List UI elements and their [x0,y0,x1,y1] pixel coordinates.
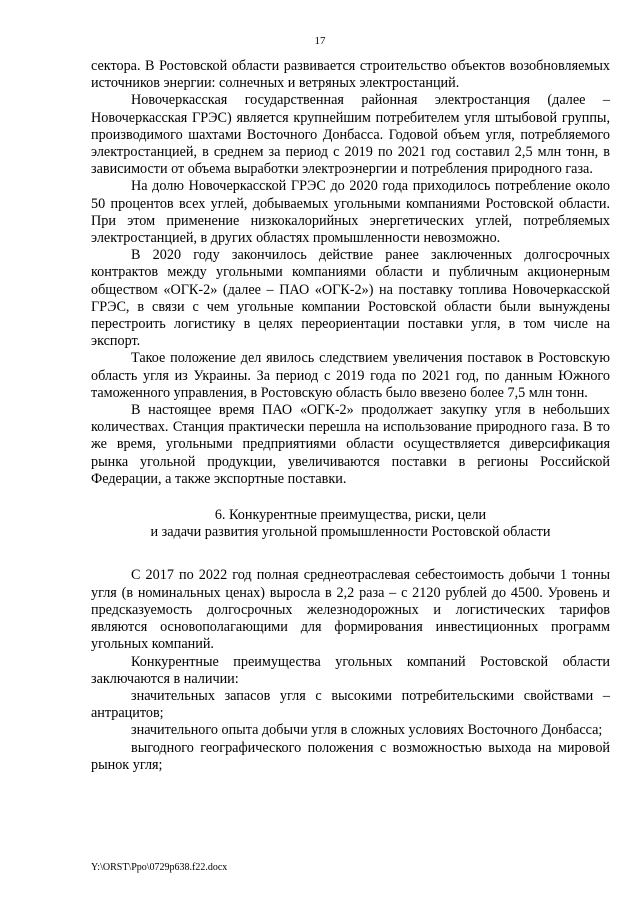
list-item: выгодного географического положения с возможностью выхода на мировой рынок угля; [91,739,610,773]
paragraph: В настоящее время ПАО «ОГК-2» продолжает закупку угля в небольших количествах. Станция практически перешла на использование природного газа. В то же время, угольными предприятиями области осуществляется диверсификация рынка угольной продукции, увеличиваются поставки в регионы Российской Федерации, а также экспортные поставки. [91,402,610,487]
page-number: 17 [314,35,326,47]
section-heading-line: 6. Конкурентные преимущества, риски, цели [214,507,487,524]
list-item: значительных запасов угля с высокими потребительскими свойствами – антрацитов; [91,687,610,722]
footer-file-path: Y:\ORST\Ppo\0729p638.f22.docx [91,862,228,873]
paragraph: Новочеркасская государственная районная электростанция (далее – Новочеркасская ГРЭС) является крупнейшим потребителем угля штыбовой группы, производимого шахтами Восточного Донбасса. Годовой объем угля, потребляемого электростанцией, в среднем за период с 2019 по 2021 год составил 2,5 млн тонн, в зависимости от объема выработки электроэнергии и потребления природного газа. [91,92,610,178]
paragraph: С 2017 по 2022 год полная среднеотраслевая себестоимость добычи 1 тонны угля (в номинальных ценах) выросла в 2,2 раза – с 2120 рублей до 4500. Уровень и предсказуемость долгосрочных железнодорожных и логистических тарифов являются основополагающими для формирования инвестиционных программ угольных компаний. [91,567,610,653]
section-heading [91,507,610,541]
document-body [91,58,610,774]
section-heading-line: и задачи развития угольной промышленности Ростовской области [150,524,551,541]
list-item: значительного опыта добычи угля в сложных условиях Восточного Донбасса; [131,722,603,739]
paragraph: Такое положение дел явилось следствием увеличения поставок в Ростовскую область угля из Украины. За период с 2019 года по 2021 год, по данным Южного таможенного управления, в Ростовскую область было ввезено более 7,5 млн тонн. [91,350,610,401]
paragraph: Конкурентные преимущества угольных компаний Ростовской области заключаются в наличии: [91,653,610,687]
paragraph: В 2020 году закончилось действие ранее заключенных долгосрочных контрактов между угольными компаниями области и публичным акционерным обществом «ОГК-2» (далее – ПАО «ОГК-2») на поставку топлива Новочеркасской ГРЭС, в связи с чем угольные компании Ростовской области были вынуждены перестроить логистику в целях переориентации поставки угля, в том числе на экспорт. [91,247,610,350]
paragraph: сектора. В Ростовской области развивается строительство объектов возобновляемых источников энергии: солнечных и ветряных электростанций. [91,58,610,92]
paragraph: На долю Новочеркасской ГРЭС до 2020 года приходилось потребление около 50 процентов всех углей, добываемых угольными компаниями Ростовской области. При этом применение низкокалорийных энергетических углей, потребляемых электростанцией, в других областях промышленности невозможно. [91,178,610,247]
